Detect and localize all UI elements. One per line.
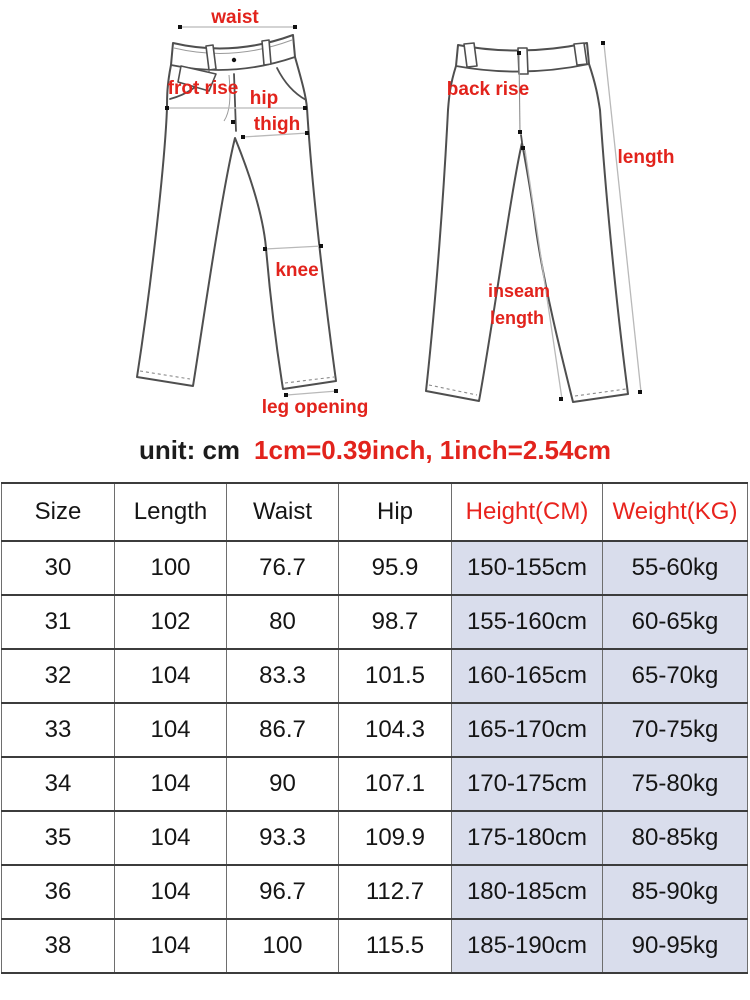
cell-length: 104 <box>115 865 227 919</box>
size-row-38 <box>2 919 748 973</box>
cell-size: 36 <box>2 865 115 919</box>
cell-hip: 104.3 <box>339 703 452 757</box>
cell-size: 33 <box>2 703 115 757</box>
cell-size: 35 <box>2 811 115 865</box>
cell-height: 170-175cm <box>452 757 603 811</box>
unit-conversion-text: 1cm=0.39inch, 1inch=2.54cm <box>254 435 612 465</box>
cell-length: 104 <box>115 919 227 973</box>
unit-note <box>0 434 750 466</box>
size-row-33 <box>2 703 748 757</box>
cell-weight: 75-80kg <box>603 757 748 811</box>
cell-length: 100 <box>115 541 227 595</box>
cell-height: 160-165cm <box>452 649 603 703</box>
cell-height: 185-190cm <box>452 919 603 973</box>
cell-weight: 70-75kg <box>603 703 748 757</box>
front-rise-label: frot rise <box>167 78 239 99</box>
cell-height: 165-170cm <box>452 703 603 757</box>
cell-waist: 86.7 <box>227 703 339 757</box>
cell-length: 104 <box>115 703 227 757</box>
pants-measurement-diagram <box>0 0 750 428</box>
cell-length: 104 <box>115 811 227 865</box>
cell-waist: 83.3 <box>227 649 339 703</box>
cell-waist: 100 <box>227 919 339 973</box>
size-table-header <box>2 483 748 541</box>
cell-height: 155-160cm <box>452 595 603 649</box>
cell-length: 104 <box>115 649 227 703</box>
cell-hip: 112.7 <box>339 865 452 919</box>
size-row-31 <box>2 595 748 649</box>
column-header-height-cm: Height(CM) <box>452 483 603 541</box>
cell-hip: 98.7 <box>339 595 452 649</box>
cell-length: 102 <box>115 595 227 649</box>
unit-label: unit: cm <box>138 435 241 465</box>
column-header-weight-kg: Weight(KG) <box>603 483 748 541</box>
length-label: length <box>617 147 675 168</box>
cell-weight: 80-85kg <box>603 811 748 865</box>
size-row-34 <box>2 757 748 811</box>
size-row-30 <box>2 541 748 595</box>
size-row-36 <box>2 865 748 919</box>
thigh-label: thigh <box>253 114 301 135</box>
pants-front-drawing <box>137 7 368 418</box>
cell-waist: 96.7 <box>227 865 339 919</box>
inseam-length-label-line1: inseam <box>487 281 551 301</box>
knee-label: knee <box>275 260 319 281</box>
cell-weight: 85-90kg <box>603 865 748 919</box>
cell-waist: 90 <box>227 757 339 811</box>
cell-hip: 109.9 <box>339 811 452 865</box>
cell-size: 31 <box>2 595 115 649</box>
pants-back-drawing <box>426 41 675 402</box>
cell-weight: 90-95kg <box>603 919 748 973</box>
cell-size: 34 <box>2 757 115 811</box>
front-waist-label: waist <box>211 7 259 28</box>
cell-weight: 55-60kg <box>603 541 748 595</box>
cell-size: 32 <box>2 649 115 703</box>
cell-length: 104 <box>115 757 227 811</box>
cell-waist: 76.7 <box>227 541 339 595</box>
cell-size: 38 <box>2 919 115 973</box>
leg-opening-label: leg opening <box>261 397 369 418</box>
back-rise-label: back rise <box>446 79 530 100</box>
cell-hip: 101.5 <box>339 649 452 703</box>
cell-height: 180-185cm <box>452 865 603 919</box>
size-row-32 <box>2 649 748 703</box>
column-header-length: Length <box>115 483 227 541</box>
cell-size: 30 <box>2 541 115 595</box>
cell-height: 150-155cm <box>452 541 603 595</box>
cell-weight: 60-65kg <box>603 595 748 649</box>
hip-label: hip <box>249 88 279 109</box>
cell-hip: 95.9 <box>339 541 452 595</box>
cell-hip: 107.1 <box>339 757 452 811</box>
column-header-waist: Waist <box>227 483 339 541</box>
column-header-size: Size <box>2 483 115 541</box>
column-header-hip: Hip <box>339 483 452 541</box>
cell-waist: 93.3 <box>227 811 339 865</box>
size-table <box>1 482 748 974</box>
cell-weight: 65-70kg <box>603 649 748 703</box>
cell-height: 175-180cm <box>452 811 603 865</box>
size-row-35 <box>2 811 748 865</box>
cell-waist: 80 <box>227 595 339 649</box>
inseam-length-label-line2: length <box>490 308 544 328</box>
cell-hip: 115.5 <box>339 919 452 973</box>
